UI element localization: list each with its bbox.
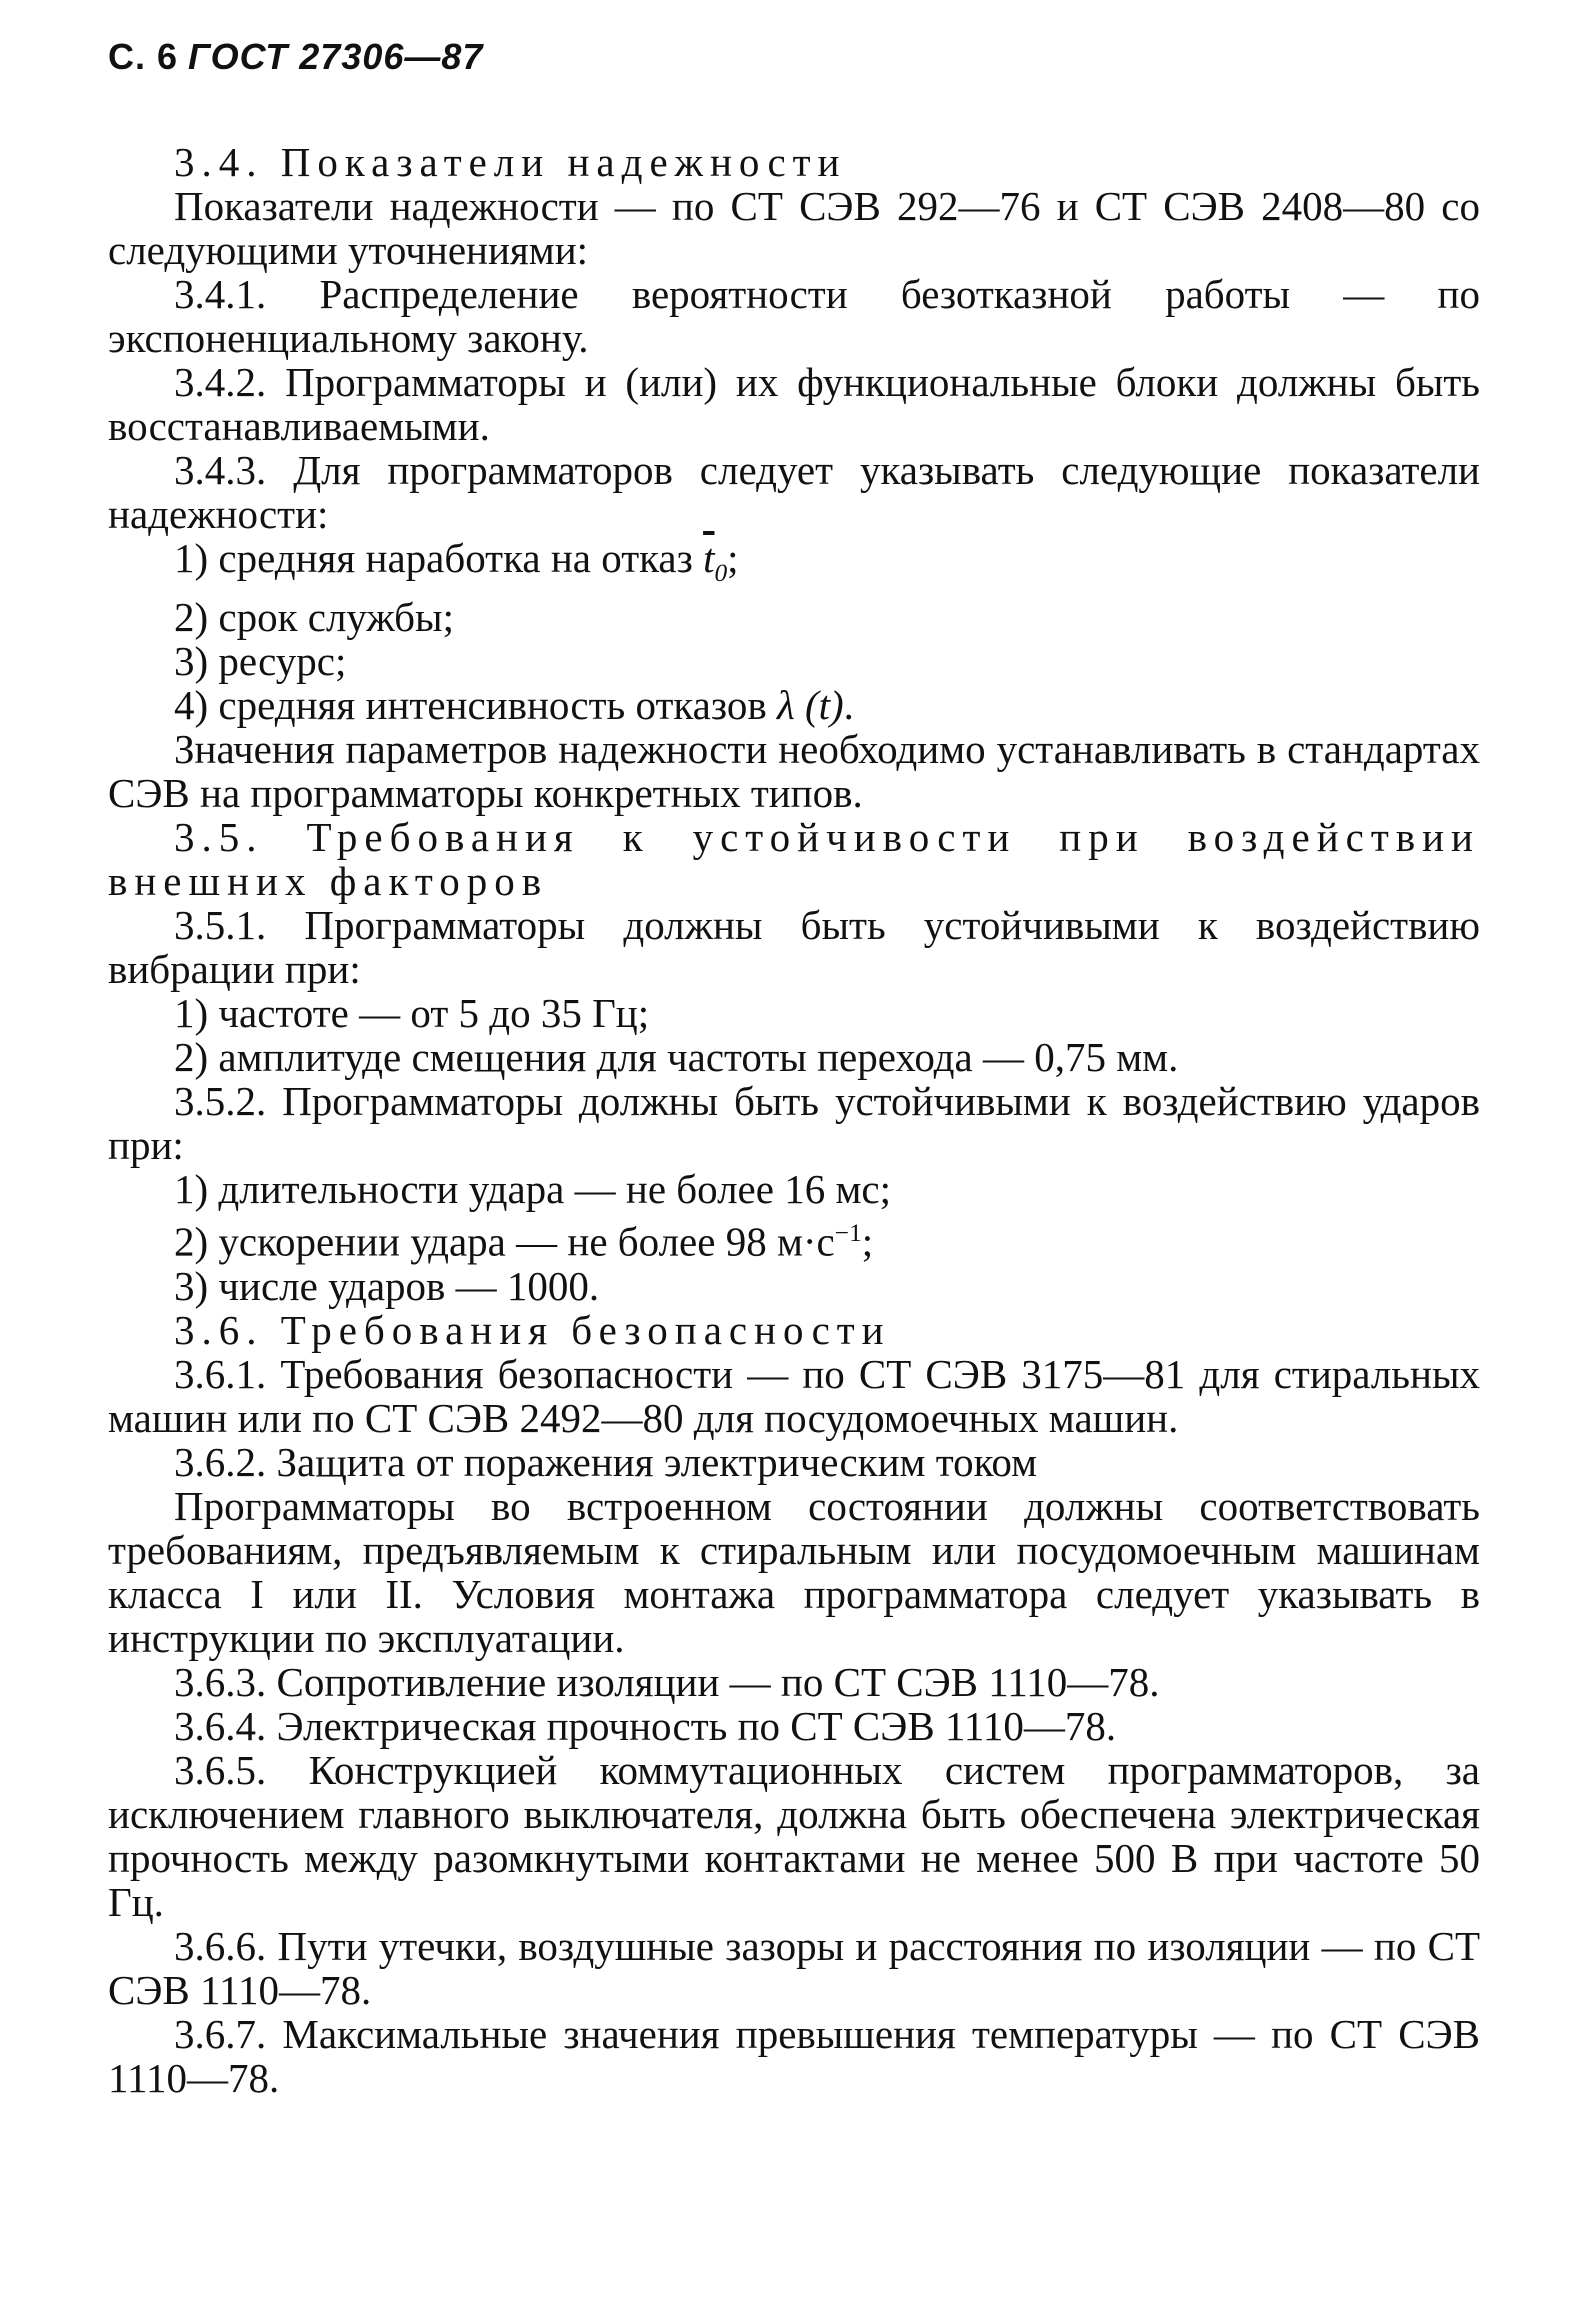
clause-3-6-6: 3.6.6. Пути утечки, воздушные зазоры и расстояния по изоляции — по СТ СЭВ 1110—78. bbox=[108, 1922, 1480, 2013]
clause-3-6-2-body: Программаторы во встроенном состоянии должны соответствовать требованиям, предъявляемым к стиральным или посудомоечным машинам класса I или II. Условия монтажа программатора следует указывать в инструкции по эксплуатации. bbox=[108, 1482, 1480, 1661]
section-3-5-title: 3.5. Требования к устойчивости при воздействии внешних факторов bbox=[108, 814, 1480, 905]
clause-3-6-4: 3.6.4. Электрическая прочность по СТ СЭВ 1110—78. bbox=[174, 1702, 1117, 1749]
vibration-item-2: 2) амплитуде смещения для частоты перехода — 0,75 мм. bbox=[174, 1034, 1179, 1081]
document-body bbox=[108, 140, 1480, 2100]
reliability-item-2: 2) срок службы; bbox=[174, 594, 454, 641]
clause-3-4-3: 3.4.3. Для программаторов следует указывать следующие показатели надежности: bbox=[108, 447, 1480, 537]
failure-rate-symbol: λ (t) bbox=[776, 682, 844, 729]
page-number: С. 6 bbox=[108, 36, 179, 77]
clause-3-5-1: 3.5.1. Программаторы должны быть устойчивыми к воздействию вибрации при: bbox=[108, 902, 1480, 993]
shock-item-2 bbox=[108, 1211, 1480, 1264]
standard-number: ГОСТ 27306—87 bbox=[188, 36, 484, 77]
shock-item-1: 1) длительности удара — не более 16 мс; bbox=[174, 1166, 891, 1213]
clause-3-6-5: 3.6.5. Конструкцией коммутационных систем программаторов, за исключением главного выключателя, должна быть обеспечена электрическая прочность между разомкнутыми контактами не менее 500 В при частоте 50 Гц. bbox=[108, 1746, 1480, 1925]
vibration-item-1: 1) частоте — от 5 до 35 Гц; bbox=[174, 990, 650, 1037]
page-header bbox=[108, 36, 483, 78]
clause-3-5-2: 3.5.2. Программаторы должны быть устойчивыми к воздействию ударов при: bbox=[108, 1078, 1480, 1169]
shock-item-2-text: 2) ускорении удара — не более 98 м·с bbox=[174, 1218, 835, 1265]
reliability-item-3: 3) ресурс; bbox=[174, 638, 347, 685]
clause-3-4-1: 3.4.1. Распределение вероятности безотказной работы — по экспоненциальному закону. bbox=[108, 271, 1480, 361]
clause-3-6-3: 3.6.3. Сопротивление изоляции — по СТ СЭВ 1110—78. bbox=[174, 1658, 1160, 1705]
clause-3-6-1: 3.6.1. Требования безопасности — по СТ СЭВ 3175—81 для стиральных машин или по СТ СЭВ 2492—80 для посудомоечных машин. bbox=[108, 1350, 1480, 1441]
reliability-item-1-text: 1) средняя наработка на отказ bbox=[174, 535, 704, 581]
clause-3-4-2: 3.4.2. Программаторы и (или) их функциональные блоки должны быть восстанавливаемыми. bbox=[108, 359, 1480, 449]
reliability-item-4-text: 4) средняя интенсивность отказов bbox=[174, 682, 777, 729]
shock-item-2-end: ; bbox=[861, 1218, 874, 1265]
clause-3-6-7: 3.6.7. Максимальные значения превышения температуры — по СТ СЭВ 1110—78. bbox=[108, 2010, 1480, 2101]
reliability-item-1-end: ; bbox=[727, 535, 739, 581]
section-3-6-title: 3.6. Требования безопасности bbox=[174, 1306, 891, 1353]
mtbf-subscript: 0 bbox=[714, 559, 728, 588]
reliability-item-1 bbox=[108, 536, 1480, 595]
reliability-item-4-end: . bbox=[843, 682, 854, 729]
mtbf-symbol: $\overline{t}$ bbox=[703, 535, 715, 581]
reliability-note: Значения параметров надежности необходимо устанавливать в стандартах СЭВ на программаторы конкретных типов. bbox=[108, 726, 1480, 817]
section-3-4-intro: Показатели надежности — по СТ СЭВ 292—76 и СТ СЭВ 2408—80 со следующими уточнениями: bbox=[108, 183, 1480, 273]
shock-unit-exponent: −1 bbox=[834, 1219, 862, 1248]
section-3-4-title: 3.4. Показатели надежности bbox=[174, 139, 847, 185]
reliability-item-4 bbox=[108, 683, 1480, 727]
clause-3-6-2-title: 3.6.2. Защита от поражения электрическим током bbox=[174, 1438, 1038, 1485]
shock-item-3: 3) числе ударов — 1000. bbox=[174, 1262, 600, 1309]
